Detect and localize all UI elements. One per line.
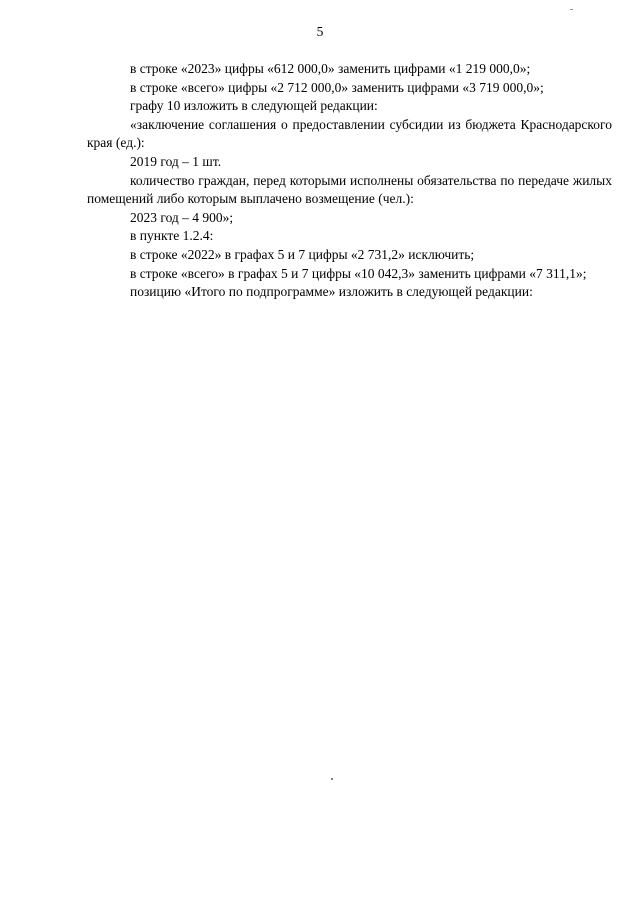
paragraph: количество граждан, перед которыми исполнены обязательства по передаче жилых помещений либо которым выплачено возмещение (чел.): [87, 172, 612, 207]
document-body [87, 60, 612, 302]
paragraph: в строке «2023» цифры «612 000,0» заменить цифрами «1 219 000,0»; [130, 61, 531, 76]
paragraph: позицию «Итого по подпрограмме» изложить в следующей редакции: [130, 284, 533, 300]
page-number: 5 [316, 24, 324, 39]
scan-speck [331, 778, 333, 780]
scan-speck [570, 9, 573, 10]
paragraph: графу 10 изложить в следующей редакции: [130, 98, 378, 114]
paragraph: в строке «всего» цифры «2 712 000,0» заменить цифрами «3 719 000,0»; [130, 79, 544, 95]
paragraph: в строке «2022» в графах 5 и 7 цифры «2 731,2» исключить; [130, 246, 475, 262]
paragraph: в строке «всего» в графах 5 и 7 цифры «10 042,3» заменить цифрами «7 311,1»; [130, 265, 587, 281]
paragraph: в пункте 1.2.4: [130, 228, 214, 244]
paragraph: «заключение соглашения о предоставлении субсидии из бюджета Краснодарского края (ед.): [87, 116, 612, 151]
paragraph: 2019 год – 1 шт. [130, 153, 222, 169]
paragraph: 2023 год – 4 900»; [130, 209, 234, 225]
